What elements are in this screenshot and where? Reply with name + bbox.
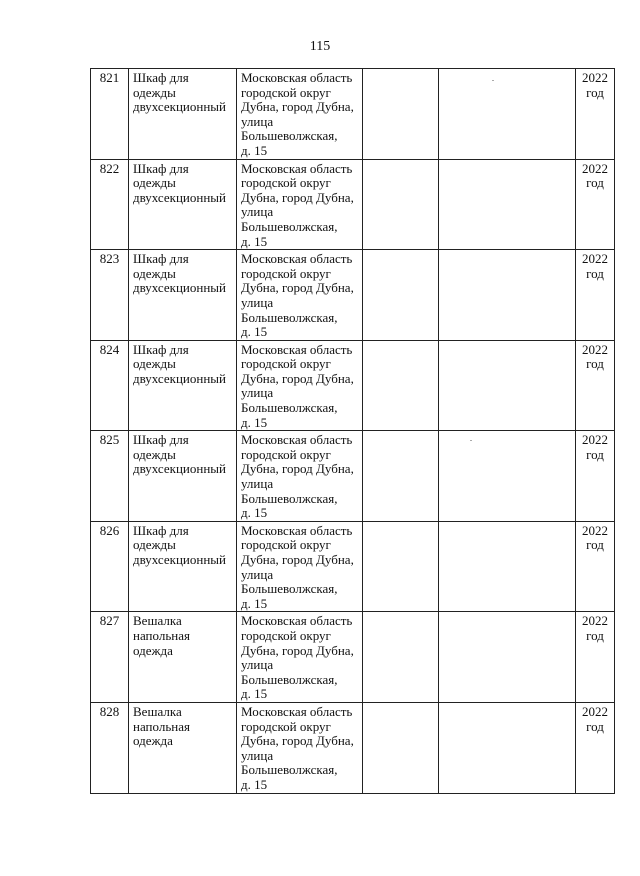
item-address	[237, 340, 363, 431]
item-name	[129, 431, 237, 522]
table-row	[91, 69, 615, 160]
item-address	[237, 702, 363, 793]
item-name-line: одежды	[133, 446, 176, 462]
table-row	[91, 159, 615, 250]
address-line: городской округ	[241, 446, 331, 462]
item-name-line: одежда	[133, 733, 173, 749]
item-name-line: напольная	[133, 718, 190, 734]
address-line: Дубна, город Дубна,	[241, 280, 354, 296]
address-line: д. 15	[241, 142, 268, 158]
address-line: д. 15	[241, 324, 268, 340]
table-row	[91, 521, 615, 612]
address-line: Дубна, город Дубна,	[241, 733, 354, 749]
address-line: Большеволжская,	[241, 128, 338, 144]
address-line: городской округ	[241, 537, 331, 553]
empty-cell	[439, 69, 576, 160]
row-number: 823	[91, 250, 129, 341]
address-line: д. 15	[241, 776, 268, 792]
item-address	[237, 612, 363, 703]
item-name-line: двухсекционный	[133, 370, 226, 386]
item-address	[237, 521, 363, 612]
item-name-line: Шкаф для	[133, 522, 189, 538]
address-line: Большеволжская,	[241, 309, 338, 325]
item-year	[576, 69, 615, 160]
row-number: 822	[91, 159, 129, 250]
item-name-line: Шкаф для	[133, 70, 189, 85]
year-line: 2022	[582, 160, 608, 176]
year-line: год	[586, 84, 604, 100]
address-line: улица	[241, 385, 274, 401]
empty-cell	[439, 340, 576, 431]
scan-speck	[492, 80, 494, 81]
item-name-line: Шкаф для	[133, 251, 189, 267]
year-line: 2022	[582, 432, 608, 448]
item-name-line: двухсекционный	[133, 189, 226, 205]
item-name	[129, 340, 237, 431]
item-name-line: Вешалка	[133, 703, 182, 719]
address-line: Московская область	[241, 703, 353, 719]
empty-cell	[439, 250, 576, 341]
empty-cell	[363, 612, 439, 703]
item-name-line: двухсекционный	[133, 280, 226, 296]
year-line: год	[586, 446, 604, 462]
year-line: 2022	[582, 522, 608, 538]
item-year	[576, 521, 615, 612]
item-name-line: одежды	[133, 175, 176, 191]
address-line: д. 15	[241, 414, 268, 430]
item-address	[237, 431, 363, 522]
address-line: д. 15	[241, 686, 268, 702]
address-line: Большеволжская,	[241, 671, 338, 687]
address-line: Большеволжская,	[241, 762, 338, 778]
year-line: год	[586, 175, 604, 191]
empty-cell	[363, 521, 439, 612]
year-line: 2022	[582, 341, 608, 357]
address-line: улица	[241, 113, 274, 129]
address-line: Московская область	[241, 522, 353, 538]
address-line: Дубна, город Дубна,	[241, 552, 354, 567]
item-name-line: Шкаф для	[133, 160, 189, 176]
item-year	[576, 340, 615, 431]
year-line: год	[586, 627, 604, 643]
address-line: городской округ	[241, 718, 331, 734]
address-line: д. 15	[241, 505, 268, 521]
year-line: 2022	[582, 703, 608, 719]
item-name-line: двухсекционный	[133, 461, 226, 477]
item-year	[576, 250, 615, 341]
address-line: Дубна, город Дубна,	[241, 99, 354, 115]
item-address	[237, 159, 363, 250]
item-name-line: двухсекционный	[133, 552, 226, 567]
item-name	[129, 521, 237, 612]
item-name-line: Шкаф для	[133, 432, 189, 448]
page-number: 115	[309, 39, 331, 54]
address-line: Московская область	[241, 70, 353, 85]
address-line: городской округ	[241, 356, 331, 372]
address-line: улица	[241, 566, 274, 582]
empty-cell	[363, 340, 439, 431]
scan-speck	[470, 440, 472, 441]
address-line: городской округ	[241, 265, 331, 281]
address-line: городской округ	[241, 175, 331, 191]
address-line: Дубна, город Дубна,	[241, 370, 354, 386]
table-row	[91, 250, 615, 341]
item-name	[129, 612, 237, 703]
year-line: год	[586, 537, 604, 553]
empty-cell	[363, 702, 439, 793]
item-address	[237, 69, 363, 160]
empty-cell	[439, 431, 576, 522]
address-line: Московская область	[241, 160, 353, 176]
address-line: Большеволжская,	[241, 218, 338, 234]
empty-cell	[439, 702, 576, 793]
address-line: улица	[241, 657, 274, 673]
year-line: год	[586, 356, 604, 372]
address-line: улица	[241, 476, 274, 492]
empty-cell	[363, 431, 439, 522]
item-name-line: одежды	[133, 265, 176, 281]
address-line: д. 15	[241, 233, 268, 249]
address-line: Дубна, город Дубна,	[241, 461, 354, 477]
item-name	[129, 69, 237, 160]
address-line: городской округ	[241, 627, 331, 643]
year-line: 2022	[582, 70, 608, 85]
row-number: 821	[91, 69, 129, 160]
year-line: год	[586, 265, 604, 281]
empty-cell	[439, 521, 576, 612]
item-year	[576, 431, 615, 522]
table-row	[91, 431, 615, 522]
address-line: Московская область	[241, 613, 353, 629]
year-line: 2022	[582, 251, 608, 267]
item-name-line: одежды	[133, 84, 176, 100]
row-number: 828	[91, 702, 129, 793]
table-row	[91, 702, 615, 793]
row-number: 825	[91, 431, 129, 522]
item-name-line: одежды	[133, 537, 176, 553]
year-line: год	[586, 718, 604, 734]
empty-cell	[439, 612, 576, 703]
inventory-table-body	[91, 69, 615, 794]
item-address	[237, 250, 363, 341]
empty-cell	[363, 69, 439, 160]
row-number: 826	[91, 521, 129, 612]
empty-cell	[439, 159, 576, 250]
address-line: Дубна, город Дубна,	[241, 189, 354, 205]
address-line: Московская область	[241, 432, 353, 448]
item-name-line: одежды	[133, 356, 176, 372]
item-year	[576, 159, 615, 250]
empty-cell	[363, 250, 439, 341]
address-line: д. 15	[241, 595, 268, 611]
item-year	[576, 612, 615, 703]
row-number: 827	[91, 612, 129, 703]
address-line: Дубна, город Дубна,	[241, 642, 354, 658]
inventory-table	[90, 68, 615, 794]
year-line: 2022	[582, 613, 608, 629]
item-name-line: одежда	[133, 642, 173, 658]
item-name-line: двухсекционный	[133, 99, 226, 115]
address-line: Большеволжская,	[241, 400, 338, 416]
address-line: улица	[241, 294, 274, 310]
empty-cell	[363, 159, 439, 250]
row-number: 824	[91, 340, 129, 431]
item-name-line: Шкаф для	[133, 341, 189, 357]
address-line: Большеволжская,	[241, 581, 338, 597]
table-row	[91, 612, 615, 703]
address-line: Московская область	[241, 341, 353, 357]
address-line: улица	[241, 204, 274, 220]
item-name-line: Вешалка	[133, 613, 182, 629]
address-line: Большеволжская,	[241, 490, 338, 506]
item-year	[576, 702, 615, 793]
item-name-line: напольная	[133, 627, 190, 643]
item-name	[129, 250, 237, 341]
table-row	[91, 340, 615, 431]
item-name	[129, 702, 237, 793]
address-line: Московская область	[241, 251, 353, 267]
address-line: улица	[241, 747, 274, 763]
item-name	[129, 159, 237, 250]
address-line: городской округ	[241, 84, 331, 100]
